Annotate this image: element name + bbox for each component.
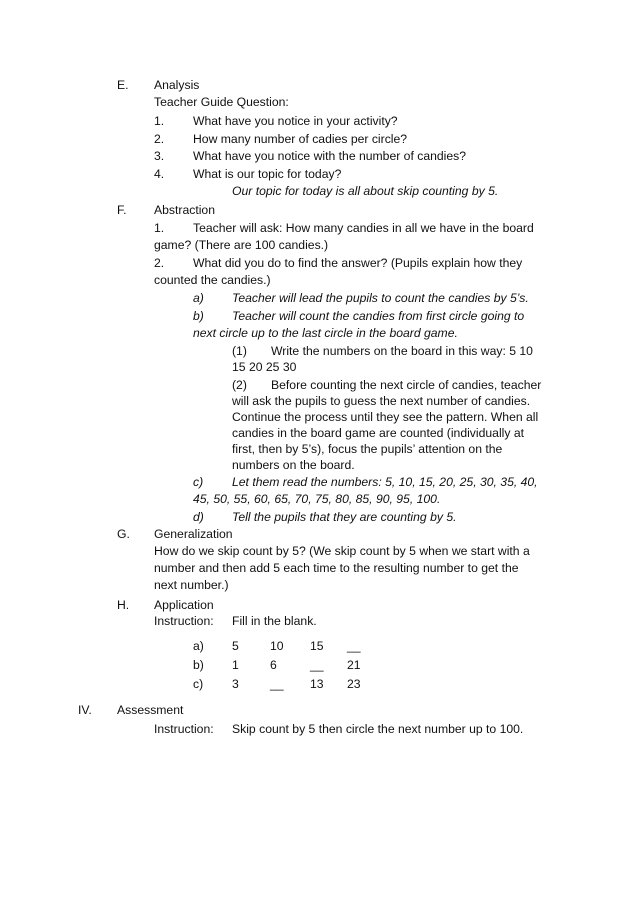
table-cell: 1 [232, 658, 239, 672]
row-label: c) [193, 677, 204, 691]
row-label: a) [193, 639, 204, 653]
substep-text: Write the numbers on the board in this way: 5 10 [271, 344, 533, 358]
substep-text: Continue the process until they see the pattern. When all [232, 410, 539, 424]
instruction-label: Instruction: [154, 614, 214, 628]
row-label: b) [193, 658, 204, 672]
question-number: 3. [154, 149, 165, 163]
question-text: How many number of cadies per circle? [193, 132, 408, 146]
generalization-text: number and then add 5 each time to the resulting number to get the [154, 561, 519, 575]
step-text: next circle up to the last circle in the board game. [193, 326, 458, 340]
step-text: Let them read the numbers: 5, 10, 15, 20, 25, 30, 35, 40, [232, 475, 538, 489]
question-text: What have you notice in your activity? [193, 114, 398, 128]
table-cell: 5 [232, 639, 239, 653]
instruction-text: Fill in the blank. [232, 614, 317, 628]
table-cell: 10 [270, 639, 284, 653]
step-text: Teacher will count the candies from first circle going to [232, 309, 525, 323]
abstraction-item-text: Teacher will ask: How many candies in all we have in the board [193, 221, 534, 235]
substep-text: numbers on the board. [232, 458, 355, 472]
question-number: 1. [154, 114, 165, 128]
abstraction-item-number: 2. [154, 256, 165, 270]
substep-number: (2) [232, 378, 247, 392]
assessment-instruction-label: Instruction: [154, 722, 214, 736]
substep-text: will ask the pupils to guess the next number of candies. [232, 394, 531, 408]
question-number: 4. [154, 167, 165, 181]
step-label: d) [193, 510, 204, 524]
table-cell: 15 [310, 639, 324, 653]
question-text: What is our topic for today? [193, 167, 342, 181]
step-text: Teacher will lead the pupils to count the candies by 5’s. [232, 291, 529, 305]
substep-text: first, then by 5’s), focus the pupils’ attention on the [232, 442, 503, 456]
table-cell: __ [347, 639, 361, 653]
section-h-letter: H. [117, 598, 130, 612]
generalization-text: How do we skip count by 5? (We skip count by 5 when we start with a [154, 544, 530, 558]
table-cell: __ [310, 658, 324, 672]
substep-text: candies in the board game are counted (individually at [232, 426, 525, 440]
question-text: What have you notice with the number of candies? [193, 149, 467, 163]
step-text: 45, 50, 55, 60, 65, 70, 75, 80, 85, 90, 95, 100. [193, 492, 441, 506]
section-e-title: Analysis [154, 78, 200, 92]
table-cell: 23 [347, 677, 361, 691]
table-cell: __ [270, 677, 284, 691]
assessment-instruction-text: Skip count by 5 then circle the next number up to 100. [232, 722, 524, 736]
abstraction-item-text: counted the candies.) [154, 273, 271, 287]
topic-answer: Our topic for today is all about skip counting by 5. [232, 184, 499, 198]
step-label: a) [193, 291, 204, 305]
table-cell: 13 [310, 677, 324, 691]
step-label: b) [193, 309, 204, 323]
abstraction-item-number: 1. [154, 221, 165, 235]
abstraction-item-text: game? (There are 100 candies.) [154, 238, 329, 252]
table-cell: 21 [347, 658, 361, 672]
abstraction-item-text: What did you do to find the answer? (Pupils explain how they [193, 256, 523, 270]
table-cell: 6 [270, 658, 277, 672]
section-e-letter: E. [117, 78, 129, 92]
question-number: 2. [154, 132, 165, 146]
generalization-text: next number.) [154, 578, 229, 592]
substep-text: Before counting the next circle of candies, teacher [271, 378, 542, 392]
substep-text: 15 20 25 30 [232, 360, 297, 374]
table-cell: 3 [232, 677, 239, 691]
teacher-guide-label: Teacher Guide Question: [154, 95, 289, 109]
section-iv-title: Assessment [117, 703, 184, 717]
section-f-letter: F. [117, 203, 127, 217]
section-f-title: Abstraction [154, 203, 215, 217]
step-label: c) [193, 475, 204, 489]
section-g-letter: G. [117, 527, 130, 541]
step-text: Tell the pupils that they are counting by 5. [232, 510, 457, 524]
section-iv-numeral: IV. [78, 703, 92, 717]
substep-number: (1) [232, 344, 247, 358]
section-g-title: Generalization [154, 527, 233, 541]
section-h-title: Application [154, 598, 214, 612]
